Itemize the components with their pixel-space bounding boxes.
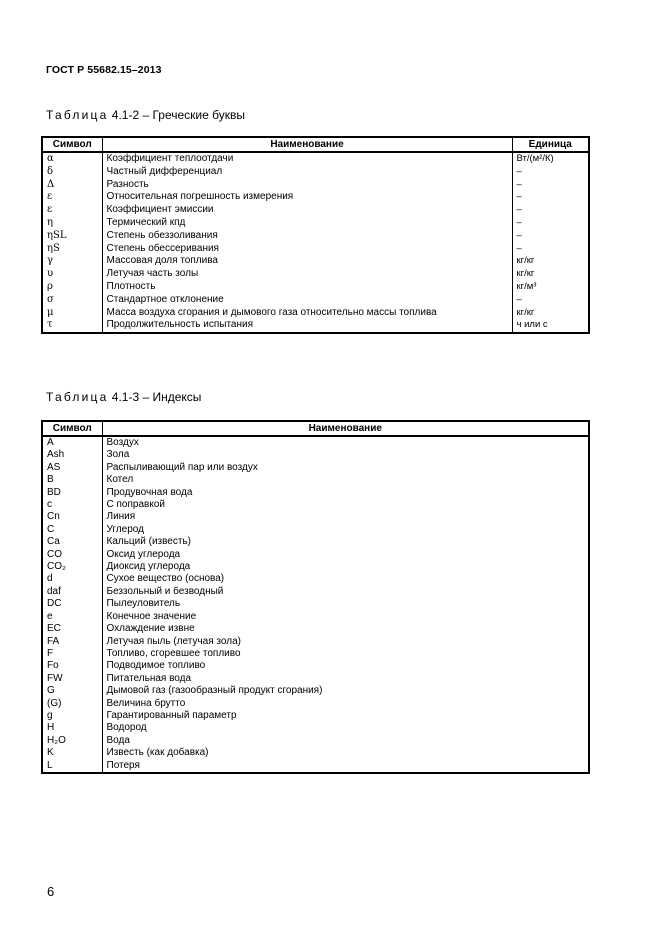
name-cell: Продолжительность испытания (102, 319, 512, 333)
table-row (42, 319, 589, 333)
table-row (42, 586, 589, 598)
table-row (42, 524, 589, 536)
name-cell: Массовая доля топлива (102, 255, 512, 268)
table-row (42, 217, 589, 230)
name-cell: Относительная погрешность измерения (102, 191, 512, 204)
name-cell: Известь (как добавка) (102, 747, 589, 759)
name-cell: Зола (102, 449, 589, 461)
symbol-cell: ηSL (42, 230, 102, 243)
table-row (42, 436, 589, 449)
document-code: ГОСТ Р 55682.15–2013 (46, 64, 162, 76)
table-row (42, 673, 589, 685)
column-header-unit: Единица (512, 137, 589, 152)
unit-cell: – (512, 230, 589, 243)
table-row (42, 204, 589, 217)
name-cell: Термический кпд (102, 217, 512, 230)
name-cell: Коэффициент теплоотдачи (102, 152, 512, 166)
caption-word: Таблица (46, 390, 109, 404)
unit-cell: – (512, 204, 589, 217)
name-cell: Конечное значение (102, 611, 589, 623)
name-cell: С поправкой (102, 499, 589, 511)
column-header-name: Наименование (102, 137, 512, 152)
symbol-cell: G (42, 685, 102, 697)
table-row (42, 499, 589, 511)
name-cell: Питательная вода (102, 673, 589, 685)
name-cell: Водород (102, 722, 589, 734)
symbol-cell: μ (42, 307, 102, 320)
symbol-cell: Δ (42, 179, 102, 192)
table-row (42, 549, 589, 561)
table-row (42, 152, 589, 166)
column-header-symbol: Символ (42, 137, 102, 152)
unit-cell: – (512, 166, 589, 179)
name-cell: Масса воздуха сгорания и дымового газа относительно массы топлива (102, 307, 512, 320)
symbol-cell: C (42, 524, 102, 536)
table-row (42, 710, 589, 722)
name-cell: Охлаждение извне (102, 623, 589, 635)
unit-cell: кг/кг (512, 307, 589, 320)
name-cell: Частный дифференциал (102, 166, 512, 179)
name-cell: Распыливающий пар или воздух (102, 462, 589, 474)
caption-word: Таблица (46, 108, 109, 122)
unit-cell: – (512, 179, 589, 192)
table-row (42, 281, 589, 294)
symbol-cell: AS (42, 462, 102, 474)
symbol-cell: FW (42, 673, 102, 685)
symbol-cell: BD (42, 487, 102, 499)
table-row (42, 487, 589, 499)
table-row (42, 230, 589, 243)
symbol-cell: DC (42, 598, 102, 610)
symbol-cell: K (42, 747, 102, 759)
table-row (42, 611, 589, 623)
symbol-cell: CO (42, 549, 102, 561)
table-row (42, 536, 589, 548)
symbol-cell: daf (42, 586, 102, 598)
name-cell: Кальций (известь) (102, 536, 589, 548)
table-row (42, 623, 589, 635)
table-row (42, 636, 589, 648)
name-cell: Летучая пыль (летучая зола) (102, 636, 589, 648)
unit-cell: кг/м³ (512, 281, 589, 294)
indices-table-body (42, 436, 589, 773)
symbol-cell: η (42, 217, 102, 230)
table-caption-indices (46, 390, 201, 404)
table-row (42, 255, 589, 268)
symbol-cell: Ca (42, 536, 102, 548)
column-header-symbol: Символ (42, 421, 102, 436)
symbol-cell: B (42, 474, 102, 486)
table-row (42, 462, 589, 474)
table-row (42, 735, 589, 747)
name-cell: Величина брутто (102, 698, 589, 710)
name-cell: Коэффициент эмиссии (102, 204, 512, 217)
symbol-cell: A (42, 436, 102, 449)
name-cell: Пылеуловитель (102, 598, 589, 610)
unit-cell: – (512, 191, 589, 204)
symbol-cell: ηS (42, 243, 102, 256)
symbol-cell: α (42, 152, 102, 166)
symbol-cell: υ (42, 268, 102, 281)
name-cell: Топливо, сгоревшее топливо (102, 648, 589, 660)
caption-text: 4.1-3 – Индексы (108, 390, 202, 404)
symbol-cell: FA (42, 636, 102, 648)
symbol-cell: Fo (42, 660, 102, 672)
table-row (42, 698, 589, 710)
name-cell: Степень обеззоливания (102, 230, 512, 243)
symbol-cell: τ (42, 319, 102, 333)
table-row (42, 307, 589, 320)
name-cell: Воздух (102, 436, 589, 449)
symbol-cell: e (42, 611, 102, 623)
table-row (42, 660, 589, 672)
table-row (42, 449, 589, 461)
symbol-cell: ρ (42, 281, 102, 294)
symbol-cell: EC (42, 623, 102, 635)
unit-cell: Вт/(м²/К) (512, 152, 589, 166)
name-cell: Котел (102, 474, 589, 486)
symbol-cell: Cn (42, 511, 102, 523)
name-cell: Потеря (102, 760, 589, 773)
symbol-cell: ε (42, 204, 102, 217)
unit-cell: кг/кг (512, 268, 589, 281)
symbol-cell: δ (42, 166, 102, 179)
table-caption-greek (46, 108, 245, 122)
name-cell: Плотность (102, 281, 512, 294)
caption-text: 4.1-2 – Греческие буквы (108, 108, 245, 122)
unit-cell: – (512, 243, 589, 256)
symbol-cell: H₂O (42, 735, 102, 747)
symbol-cell: c (42, 499, 102, 511)
table-row (42, 760, 589, 773)
symbol-cell: H (42, 722, 102, 734)
name-cell: Разность (102, 179, 512, 192)
name-cell: Оксид углерода (102, 549, 589, 561)
table-row (42, 573, 589, 585)
column-header-name: Наименование (102, 421, 589, 436)
symbol-cell: ε (42, 191, 102, 204)
unit-cell: – (512, 294, 589, 307)
table-row (42, 747, 589, 759)
symbol-cell: d (42, 573, 102, 585)
table-row (42, 685, 589, 697)
table-row (42, 191, 589, 204)
name-cell: Стандартное отклонение (102, 294, 512, 307)
table-row (42, 243, 589, 256)
unit-cell: ч или с (512, 319, 589, 333)
symbol-cell: F (42, 648, 102, 660)
table-row (42, 598, 589, 610)
unit-cell: – (512, 217, 589, 230)
table-row (42, 648, 589, 660)
symbol-cell: g (42, 710, 102, 722)
name-cell: Беззольный и безводный (102, 586, 589, 598)
page-number: 6 (47, 884, 55, 899)
symbol-cell: σ (42, 294, 102, 307)
table-row (42, 474, 589, 486)
name-cell: Гарантированный параметр (102, 710, 589, 722)
table-row (42, 722, 589, 734)
name-cell: Подводимое топливо (102, 660, 589, 672)
name-cell: Сухое вещество (основа) (102, 573, 589, 585)
name-cell: Степень обессеривания (102, 243, 512, 256)
name-cell: Летучая часть золы (102, 268, 512, 281)
symbol-cell: Ash (42, 449, 102, 461)
indices-table (41, 420, 590, 774)
name-cell: Линия (102, 511, 589, 523)
name-cell: Дымовой газ (газообразный продукт сгорания) (102, 685, 589, 697)
table-row (42, 294, 589, 307)
table-row (42, 511, 589, 523)
symbol-cell: γ (42, 255, 102, 268)
table-row (42, 268, 589, 281)
symbol-cell: L (42, 760, 102, 773)
symbol-cell: (G) (42, 698, 102, 710)
name-cell: Диоксид углерода (102, 561, 589, 573)
table-row (42, 179, 589, 192)
unit-cell: кг/кг (512, 255, 589, 268)
table-row (42, 561, 589, 573)
name-cell: Продувочная вода (102, 487, 589, 499)
table-row (42, 166, 589, 179)
name-cell: Углерод (102, 524, 589, 536)
greek-table-body (42, 152, 589, 333)
greek-letters-table (41, 136, 590, 334)
name-cell: Вода (102, 735, 589, 747)
symbol-cell: CO₂ (42, 561, 102, 573)
